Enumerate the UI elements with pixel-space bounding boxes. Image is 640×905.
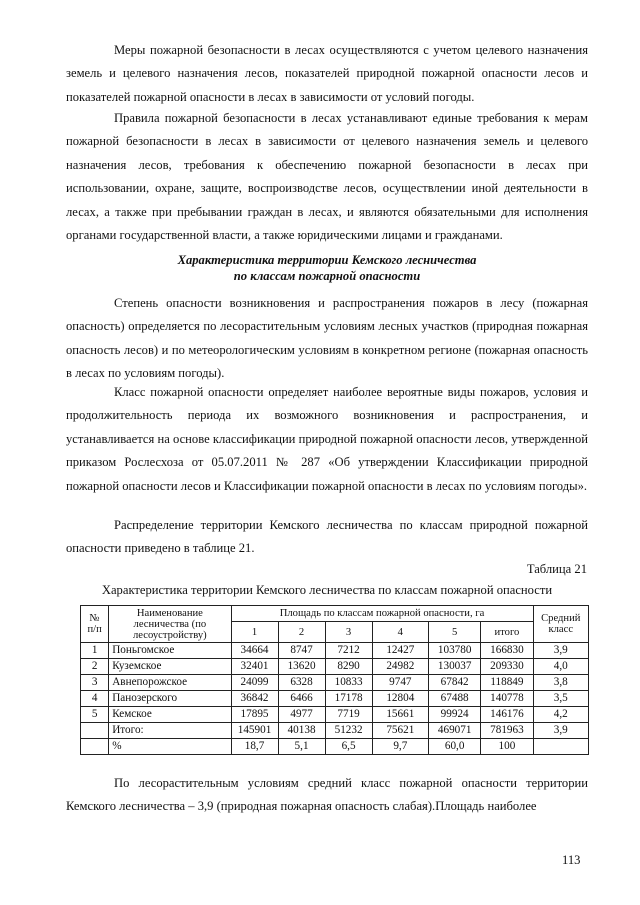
cell-avg: 3,9 xyxy=(533,723,588,739)
cell-total: 146176 xyxy=(481,707,533,723)
cell-total: 209330 xyxy=(481,659,533,675)
cell-class-1: 36842 xyxy=(231,691,278,707)
cell-num: 5 xyxy=(81,707,109,723)
cell-total: 140778 xyxy=(481,691,533,707)
cell-class-5: 99924 xyxy=(429,707,481,723)
cell-class-2: 4977 xyxy=(278,707,325,723)
header-avg-class: Средний класс xyxy=(533,606,588,643)
table-caption: Характеристика территории Кемского лесничества по классам пожарной опасности xyxy=(101,583,553,597)
cell-class-5: 67842 xyxy=(429,675,481,691)
cell-class-3: 8290 xyxy=(325,659,372,675)
cell-class-5: 103780 xyxy=(429,643,481,659)
table-row xyxy=(81,707,589,723)
section-heading-line-1: Характеристика территории Кемского лесничества xyxy=(177,253,477,267)
cell-class-3: 10833 xyxy=(325,675,372,691)
cell-class-5: 67488 xyxy=(429,691,481,707)
cell-class-4: 24982 xyxy=(372,659,428,675)
table-total-row xyxy=(81,723,589,739)
header-class-5: 5 xyxy=(429,622,481,643)
cell-class-2: 6466 xyxy=(278,691,325,707)
table-number-label: Таблица 21 xyxy=(526,562,587,576)
cell-name: Поньгомское xyxy=(109,643,231,659)
section-heading-line-2: по классам пожарной опасности xyxy=(233,269,421,283)
cell-class-3: 7212 xyxy=(325,643,372,659)
cell-class-1: 145901 xyxy=(231,723,278,739)
cell-class-5: 469071 xyxy=(429,723,481,739)
cell-class-1: 32401 xyxy=(231,659,278,675)
cell-class-4: 12804 xyxy=(372,691,428,707)
fire-danger-table xyxy=(80,605,589,755)
cell-name: Авнепорожское xyxy=(109,675,231,691)
paragraph-fire-safety-rules: Правила пожарной безопасности в лесах устанавливают единые требования к мерам пожарной безопасности в лесах в зависимости от целевого назначения земель и целевого назначения лесов, требования к обеспечению пожарной безопасности в лесах при использовании, охране, защите, воспроизводстве лесов, осуществлении иной деятельности в лесах, а также при пребывании граждан в лесах, и являются обязательными для исполнения органами государственной власти, а также юридическими лицами и гражданами. xyxy=(66,111,588,243)
cell-avg xyxy=(533,739,588,755)
header-total: итого xyxy=(481,622,533,643)
table-row xyxy=(81,659,589,675)
cell-class-3: 7719 xyxy=(325,707,372,723)
table-row xyxy=(81,675,589,691)
cell-class-1: 18,7 xyxy=(231,739,278,755)
header-class-3: 3 xyxy=(325,622,372,643)
cell-class-4: 9,7 xyxy=(372,739,428,755)
header-class-1: 1 xyxy=(231,622,278,643)
cell-class-2: 6328 xyxy=(278,675,325,691)
cell-name: % xyxy=(109,739,231,755)
cell-num xyxy=(81,739,109,755)
table-row xyxy=(81,643,589,659)
cell-class-4: 75621 xyxy=(372,723,428,739)
header-class-2: 2 xyxy=(278,622,325,643)
table-row xyxy=(81,691,589,707)
cell-avg: 3,9 xyxy=(533,643,588,659)
cell-name: Куземское xyxy=(109,659,231,675)
header-area-group: Площадь по классам пожарной опасности, га xyxy=(231,606,533,622)
cell-class-1: 34664 xyxy=(231,643,278,659)
cell-class-4: 9747 xyxy=(372,675,428,691)
cell-class-3: 17178 xyxy=(325,691,372,707)
cell-num: 2 xyxy=(81,659,109,675)
cell-total: 166830 xyxy=(481,643,533,659)
page-number: 113 xyxy=(562,853,581,867)
cell-class-2: 5,1 xyxy=(278,739,325,755)
cell-total: 100 xyxy=(481,739,533,755)
cell-class-3: 6,5 xyxy=(325,739,372,755)
cell-name: Итого: xyxy=(109,723,231,739)
section-heading xyxy=(66,252,588,284)
cell-name: Кемское xyxy=(109,707,231,723)
cell-avg: 4,0 xyxy=(533,659,588,675)
cell-class-1: 17895 xyxy=(231,707,278,723)
header-name: Наименование лесничества (по лесоустройству) xyxy=(109,606,231,643)
cell-class-3: 51232 xyxy=(325,723,372,739)
cell-class-2: 13620 xyxy=(278,659,325,675)
cell-class-2: 8747 xyxy=(278,643,325,659)
paragraph-fire-danger-class: Класс пожарной опасности определяет наиболее вероятные виды пожаров, условия и продолжительность периода их возможного возникновения и распространения, и устанавливается на основе классификации природной пожарной опасности лесов, утвержденной приказом Рослесхоза от 05.07.2011 № 287 «Об утверждении Классификации природной пожарной опасности лесов и Классификации пожарной опасности в лесах по условиям погоды». xyxy=(66,385,588,493)
cell-class-2: 40138 xyxy=(278,723,325,739)
cell-num: 3 xyxy=(81,675,109,691)
cell-total: 118849 xyxy=(481,675,533,691)
cell-avg: 3,5 xyxy=(533,691,588,707)
cell-avg: 3,8 xyxy=(533,675,588,691)
paragraph-fire-danger-degree: Степень опасности возникновения и распространения пожаров в лесу (пожарная опасность) определяется по лесорастительным условиям лесных участков (природная пожарная опасность лесов) и по метеорологическим условиям в конкретном регионе (пожарная опасность в лесах по условиям погоды). xyxy=(66,296,588,381)
cell-class-1: 24099 xyxy=(231,675,278,691)
cell-class-4: 12427 xyxy=(372,643,428,659)
paragraph-distribution-intro: Распределение территории Кемского лесничества по классам природной пожарной опасности приведено в таблице 21. xyxy=(66,518,588,556)
table-percent-row xyxy=(81,739,589,755)
cell-num: 1 xyxy=(81,643,109,659)
cell-class-5: 60,0 xyxy=(429,739,481,755)
cell-num: 4 xyxy=(81,691,109,707)
cell-class-5: 130037 xyxy=(429,659,481,675)
paragraph-average-class: По лесорастительным условиям средний класс пожарной опасности территории Кемского лесничества – 3,9 (природная пожарная опасность слабая).Площадь наиболее xyxy=(66,776,588,814)
cell-avg: 4,2 xyxy=(533,707,588,723)
cell-total: 781963 xyxy=(481,723,533,739)
paragraph-fire-safety-measures: Меры пожарной безопасности в лесах осуществляются с учетом целевого назначения земель и целевого назначения лесов, показателей природной пожарной опасности лесов и показателей пожарной опасности в лесах в зависимости от условий погоды. xyxy=(66,43,588,104)
header-num: № п/п xyxy=(81,606,109,643)
cell-class-4: 15661 xyxy=(372,707,428,723)
table-header-row xyxy=(81,606,589,622)
cell-num xyxy=(81,723,109,739)
cell-name: Панозерского xyxy=(109,691,231,707)
header-class-4: 4 xyxy=(372,622,428,643)
